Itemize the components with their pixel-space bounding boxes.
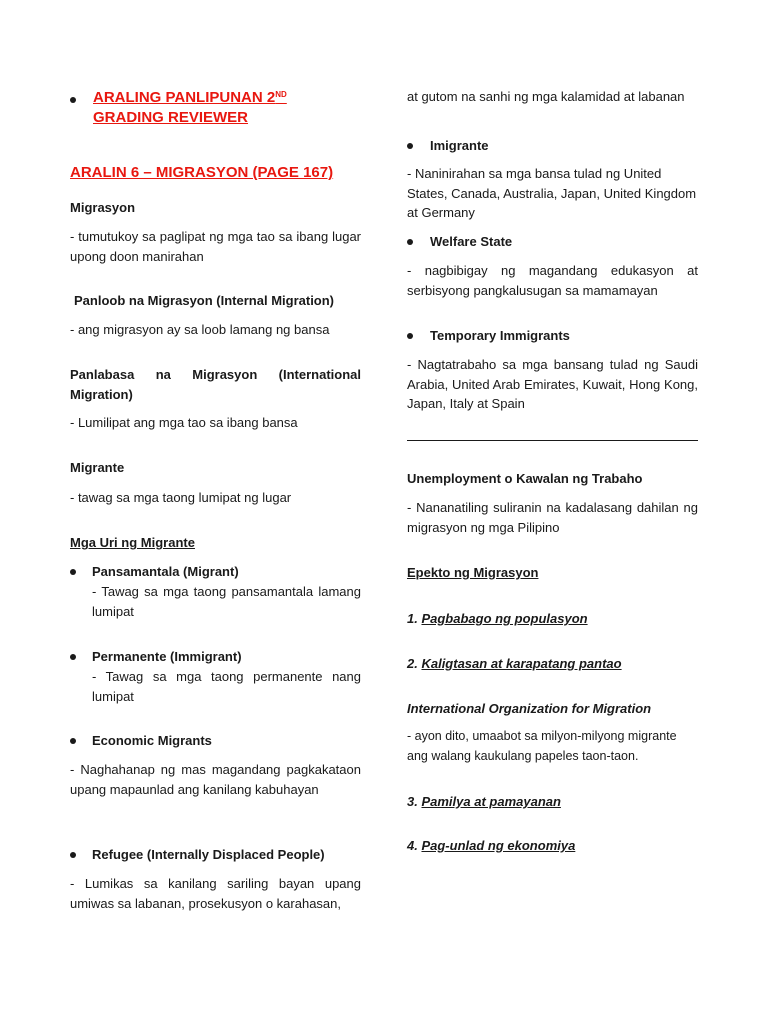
def-refugee-continued: at gutom na sanhi ng mga kalamidad at labanan — [407, 89, 685, 104]
term-migrante: Migrante — [70, 460, 125, 475]
bullet-icon — [70, 852, 76, 858]
term-economic-migrants: Economic Migrants — [92, 733, 212, 748]
bullet-icon — [407, 333, 413, 339]
term-pansamantala: Pansamantala (Migrant) — [92, 564, 239, 579]
bullet-icon — [70, 97, 76, 103]
def-panlabas: - Lumilipat ang mga tao sa ibang bansa — [70, 415, 298, 430]
term-panloob: Panloob na Migrasyon (Internal Migration) — [74, 293, 335, 308]
term-temporary-immigrants: Temporary Immigrants — [430, 328, 570, 343]
bullet-icon — [70, 738, 76, 744]
def-pansamantala: - Tawag sa mga taong pansamantala lamang lumipat — [92, 584, 361, 619]
def-economic-migrants: - Naghahanap ng mas magandang pagkakataon upang mapaunlad ang kanilang kabuhayan — [70, 762, 361, 797]
term-iom: International Organization for Migration — [407, 701, 652, 716]
def-refugee: - Lumikas sa kanilang sariling bayan upang umiwas sa labanan, prosekusyon o karahasan, — [70, 876, 361, 911]
term-imigrante: Imigrante — [430, 138, 489, 153]
term-welfare-state: Welfare State — [430, 234, 513, 249]
def-migrante: - tawag sa mga taong lumipat ng lugar — [70, 490, 292, 505]
def-imigrante: - Naninirahan sa mga bansa tulad ng United States, Canada, Australia, Japan, United Kingdom at Germany — [407, 166, 697, 220]
term-migrasyon: Migrasyon — [70, 200, 136, 215]
term-unemployment: Unemployment o Kawalan ng Trabaho — [407, 471, 643, 486]
bullet-icon — [407, 143, 413, 149]
def-temporary-immigrants: - Nagtatrabaho sa mga bansang tulad ng Saudi Arabia, United Arab Emirates, Kuwait, Hong Kong, Japan, Italy at Spain — [407, 357, 698, 411]
def-permanente: - Tawag sa mga taong permanente nang lumipat — [92, 669, 361, 704]
effect-item-3: 3. Pamilya at pamayanan — [407, 794, 561, 809]
term-panlabas: Panlabasa na Migrasyon (International Migration) — [70, 367, 361, 402]
term-refugee: Refugee (Internally Displaced People) — [92, 847, 325, 862]
title-bullet-row — [70, 88, 361, 132]
def-panloob: - ang migrasyon ay sa loob lamang ng bansa — [70, 322, 330, 337]
effect-item-4: 4. Pag-unlad ng ekonomiya — [407, 838, 576, 853]
def-iom: - ayon dito, umaabot sa milyon-milyong migrante ang walang kaukulang papeles taon-taon. — [407, 729, 677, 763]
bullet-icon — [70, 569, 76, 575]
def-welfare-state: - nagbibigay ng magandang edukasyon at serbisyong pangkalusugan sa mamamayan — [407, 263, 698, 298]
heading-epekto: Epekto ng Migrasyon — [407, 565, 539, 580]
effect-item-2: 2. Kaligtasan at karapatang pantao — [407, 656, 622, 671]
horizontal-divider — [407, 440, 698, 441]
effect-item-1: 1. Pagbabago ng populasyon — [407, 611, 588, 626]
bullet-icon — [407, 239, 413, 245]
term-permanente: Permanente (Immigrant) — [92, 649, 242, 664]
heading-uri-ng-migrante: Mga Uri ng Migrante — [70, 535, 195, 550]
def-migrasyon: - tumutukoy sa paglipat ng mga tao sa ibang lugar upong doon manirahan — [70, 229, 361, 264]
bullet-icon — [70, 654, 76, 660]
def-unemployment: - Nananatiling suliranin na kadalasang dahilan ng migrasyon ng mga Pilipino — [407, 500, 698, 535]
lesson-heading: ARALIN 6 – MIGRASYON (PAGE 167) — [70, 164, 334, 181]
document-title: ARALING PANLIPUNAN 2ND GRADING REVIEWER — [93, 89, 287, 126]
